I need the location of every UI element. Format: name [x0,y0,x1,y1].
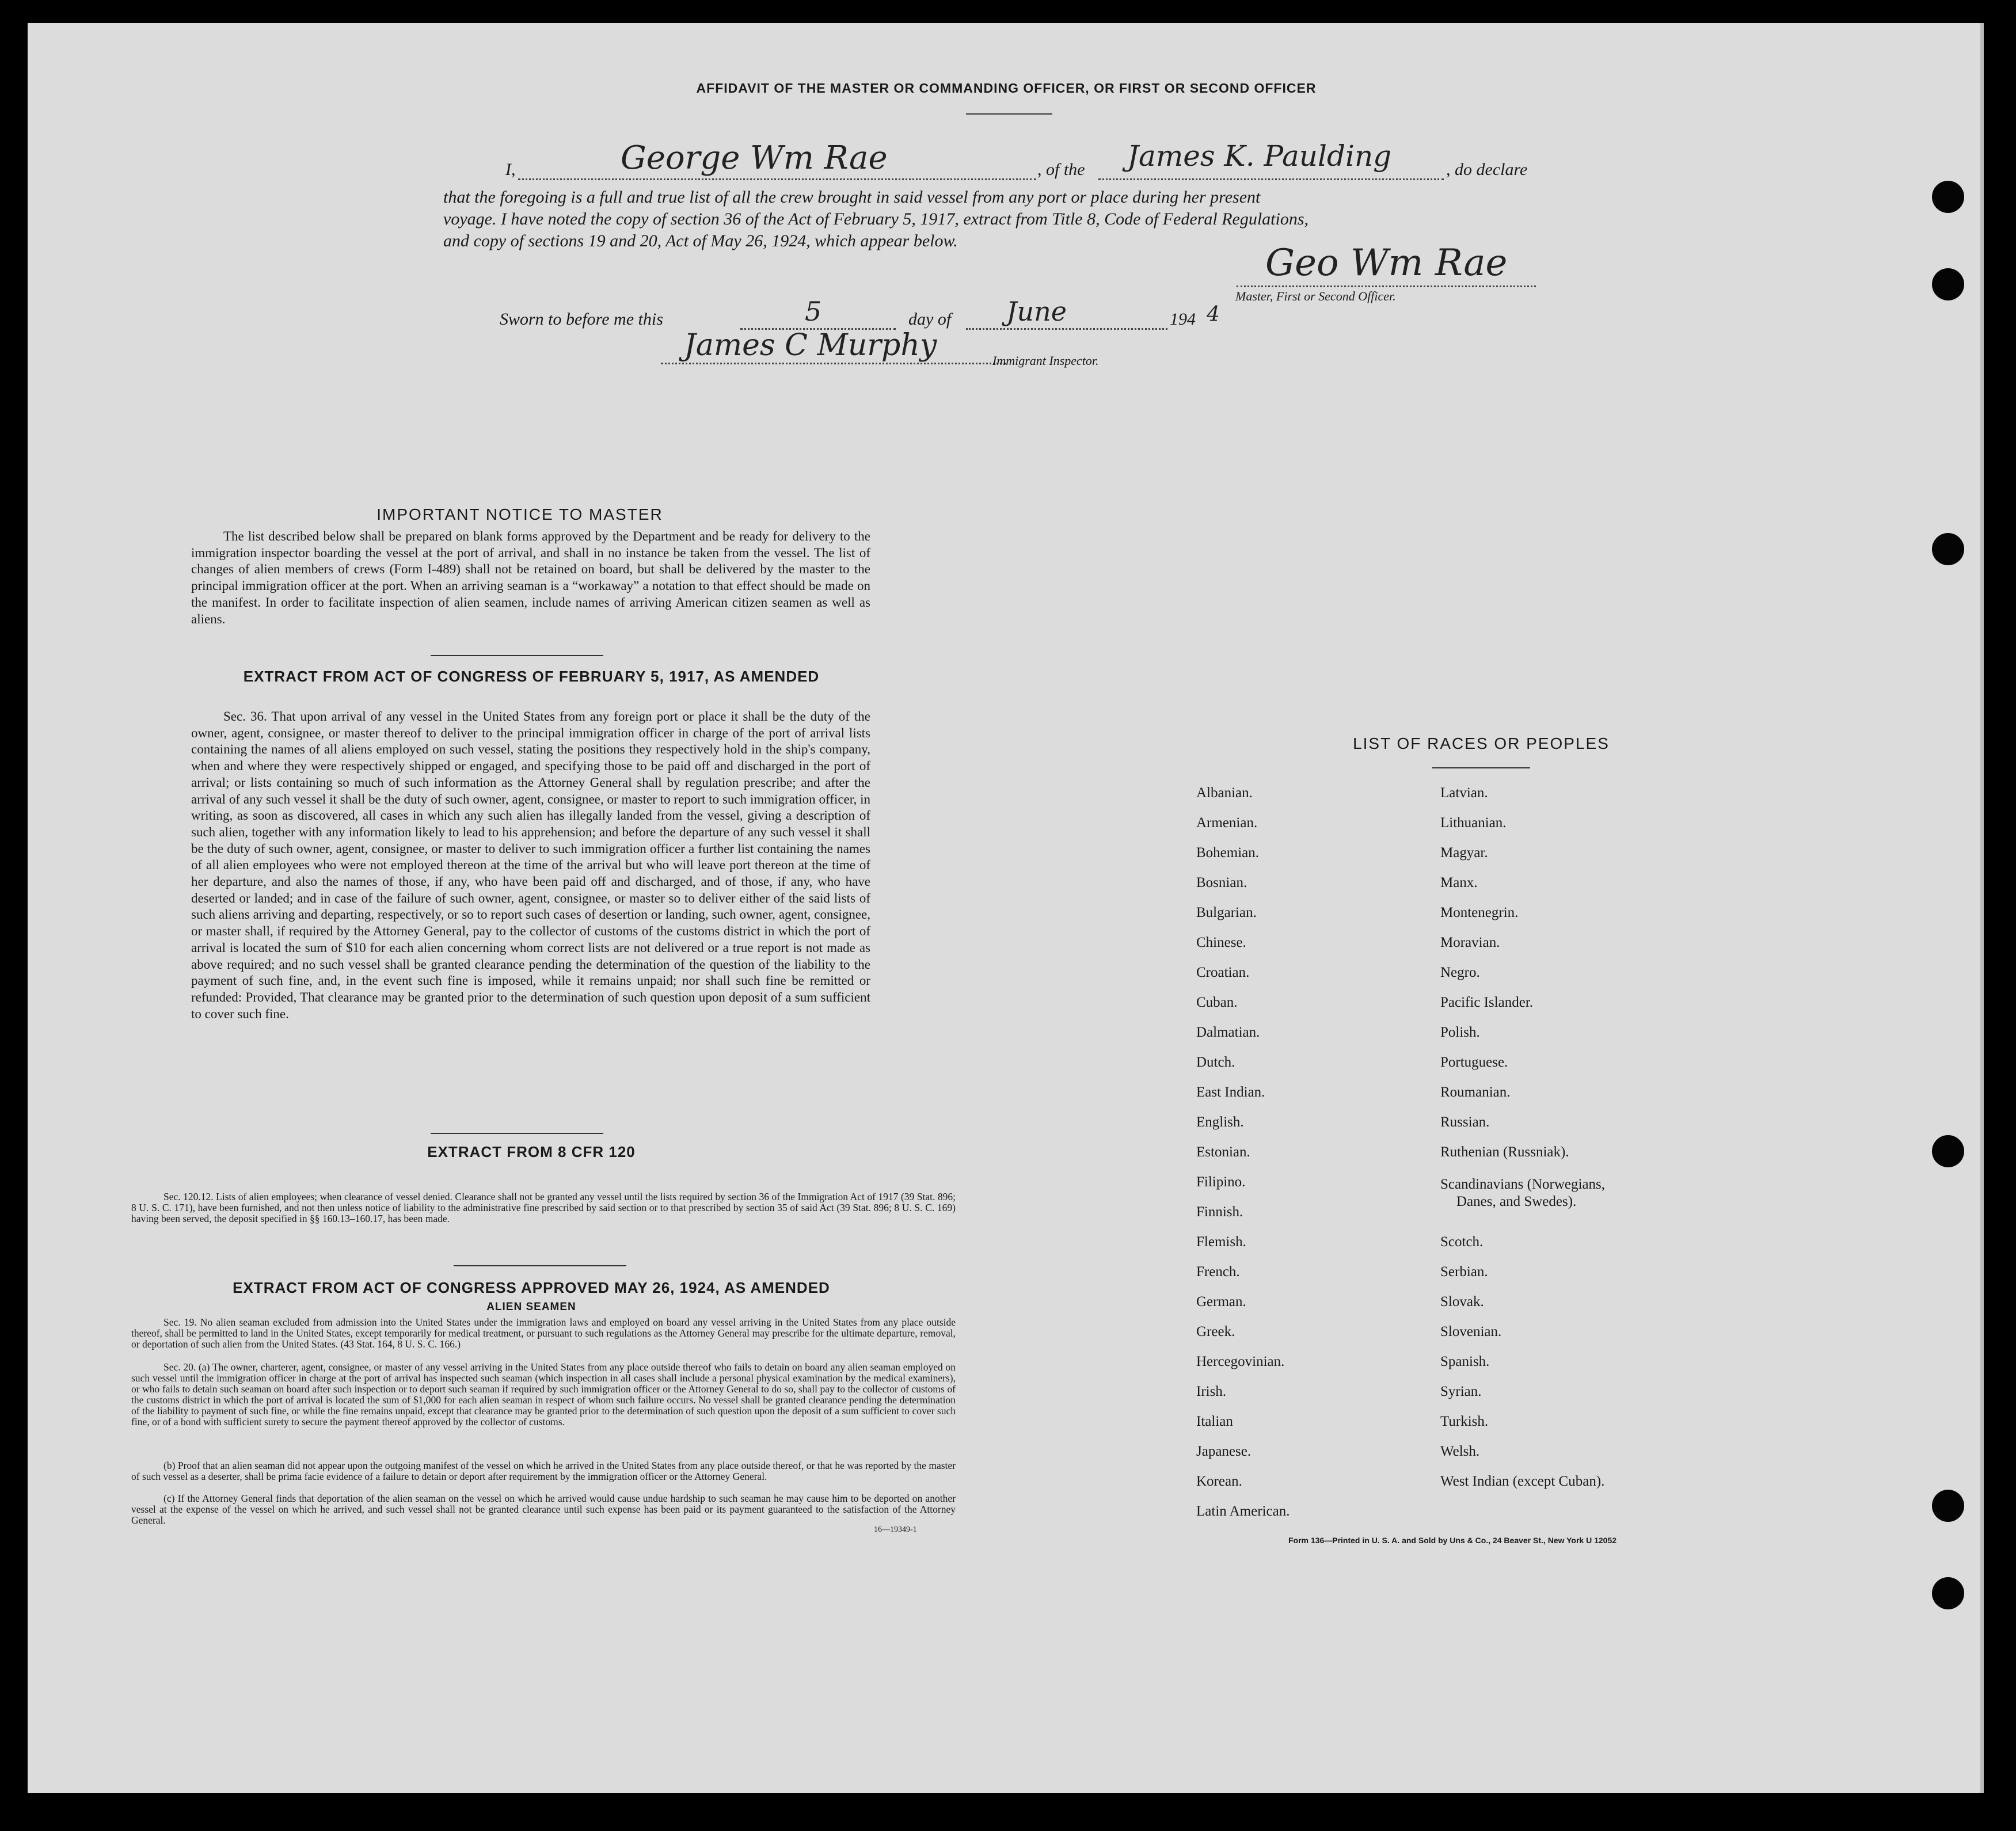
vessel-name-handwritten: James K. Paulding [1127,139,1392,173]
punch-hole [1932,268,1964,300]
form-footer: Form 136—Printed in U. S. A. and Sold by Uns & Co., 24 Beaver St., New York U 12052 [1288,1536,1617,1545]
race-item: Portuguese. [1440,1055,1508,1070]
fill-line [1098,178,1444,180]
sworn-year-handwritten: 4 [1207,303,1220,326]
sworn-month-handwritten: June [1006,296,1067,327]
race-item: Dalmatian. [1196,1025,1260,1040]
extract-cfr-body: Sec. 120.12. Lists of alien employees; when clearance of vessel denied. Clearance shall not be granted any vessel until the lists required by section 36 of the Immigration Act of 1917 (39 Stat. 896; 8 U. S. C. 171), have been furnished, and not then unless notice of liability to the administrative fine prescribed by said section or to that prescribed by section 35 of said Act (39 Stat. 896; 8 U. S. C. 169) having been served, the deposit specified in §§ 160.13–160.17, has been made. [131,1191,956,1224]
race-item: Montenegrin. [1440,905,1519,920]
sworn-prefix: Sworn to before me this [500,310,663,329]
race-item: Ruthenian (Russniak). [1440,1144,1569,1160]
race-item: Syrian. [1440,1384,1482,1399]
sworn-day-handwritten: 5 [805,296,822,327]
race-item: Italian [1196,1414,1233,1429]
race-item: Chinese. [1196,935,1246,950]
inspector-line [661,363,1006,364]
races-title: LIST OF RACES OR PEOPLES [1353,734,1610,752]
divider [454,1265,626,1266]
punch-hole [1932,533,1964,565]
race-item: Dutch. [1196,1055,1235,1070]
extract-1924-sec20b: (b) Proof that an alien seaman did not appear upon the outgoing manifest of the vessel on which he arrived in the United States from any place outside thereof, or that he was reported by the master of such vessel as a deserter, shall be prima facie evidence of a failure to detain or deport after requirement by the immigration officer or the Attorney General. [131,1460,956,1482]
race-item: Polish. [1440,1025,1480,1040]
race-item: Latin American. [1196,1503,1290,1519]
divider [431,655,603,656]
race-item: Armenian. [1196,815,1258,831]
race-item: Negro. [1440,965,1480,980]
affidavit-i: I, [505,160,516,179]
race-item: Magyar. [1440,845,1488,861]
notice-body: The list described below shall be prepared on blank forms approved by the Department and be ready for delivery to the immigration inspector boarding the vessel at the port of arrival, and shall in no instance be taken from the vessel. The list of changes of alien members of crews (Form I-489) shall not be retained on board, but shall be delivered by the master to the principal immigration officer at the port. When an arriving seaman is a “workaway” a notation to that effect should be made on the manifest. In order to facilitate inspection of alien seamen, include names of arriving American citizen seamen as well as aliens. [191,529,870,626]
signature-line [1237,286,1536,287]
race-item: Pacific Islander. [1440,995,1534,1010]
race-item: Bosnian. [1196,875,1247,890]
race-item: Scandinavians (Norwegians, [1440,1177,1606,1192]
race-item: Cuban. [1196,995,1238,1010]
affidavit-line-2: that the foregoing is a full and true list of all the crew brought in said vessel from any port or place during her present [443,188,1261,207]
affidavit-do-declare: , do declare [1446,160,1528,179]
signature-caption: Master, First or Second Officer. [1235,289,1396,303]
race-item: Lithuanian. [1440,815,1507,831]
fill-line [966,328,1167,330]
extract-1924-sec19: Sec. 19. No alien seaman excluded from admission into the United States under the immigration laws and employed on board any vessel arriving in the United States from any place outside thereof, shall be permitted to land in the United States, except temporarily for medical treatment, or pursuant to such regulations as the Attorney General may prescribe for the ultimate departure, removal, or deportation of such alien from the United States. (43 Stat. 164, 8 U. S. C. 166.) [131,1316,956,1350]
race-item: Turkish. [1440,1414,1489,1429]
fill-line [518,178,1036,180]
notice-title: IMPORTANT NOTICE TO MASTER [376,505,663,523]
extract-1917-body: Sec. 36. That upon arrival of any vessel in the United States from any foreign port or place it shall be the duty of the owner, agent, consignee, or master thereof to deliver to the principal immigration officer in charge of the port of arrival lists containing the names of all aliens employed on such vessel, stating the positions they respectively hold in the ship's company, when and where they were respectively shipped or engaged, and specifying those to be paid off and discharged in the port of arrival; or lists containing so much of such information as the Attorney General shall by regulation prescribe; and after the arrival of any such vessel it shall be the duty of such owner, agent, consignee, or master to report to such immigration officer, in writing, as soon as discovered, all cases in which any such alien has illegally landed from the vessel, giving a description of such alien, together with any information likely to lead to his apprehension; and before the departure of any such vessel it shall be the duty of such owner, agent, consignee, or master to deliver to such immigration officer a further list containing the names of all alien employees who were not employed thereon at the time of the arrival but who will leave port thereon at the time of her departure, and also the names of those, if any, who have been paid off and discharged, and of those, if any, who have deserted or landed; and in case of the failure of such owner, agent, consignee, or master so to deliver either of the said lists of such aliens arriving and departing, respectively, or so to report such cases of desertion or landing, such owner, agent, consignee, or master shall, if required by the Attorney General, pay to the collector of customs of the customs district in which the port of arrival is located the sum of $10 for each alien concerning whom correct lists are not delivered or a true report is not made as above required; and no such vessel shall be granted clearance pending the determination of the question of the liability to the payment of such fine, and, in the event such fine is imposed, while it remains unpaid; nor shall such fine be remitted or refunded: Provided, That clearance may be granted prior to the determination of such question upon deposit of a sum sufficient to cover such fine. [191,709,870,1021]
race-item: Scotch. [1440,1234,1484,1250]
race-item: German. [1196,1294,1246,1310]
master-signature: Geo Wm Rae [1265,242,1508,284]
divider [431,1133,603,1134]
extract-1924-sec20c: (c) If the Attorney General finds that deportation of the alien seaman on the vessel on which he arrived would cause undue hardship to such seaman he may cause him to be deported on another vessel at the expense of the vessel on which he arrived, and such vessel shall not be granted clearance until such expense has been paid or its payment guaranteed to the satisfaction of the Attorney General. [131,1493,956,1526]
race-item: Danes, and Swedes). [1456,1194,1577,1209]
race-item: Hercegovinian. [1196,1354,1285,1369]
document-page [28,23,1984,1793]
race-item: French. [1196,1264,1240,1280]
race-item: Bohemian. [1196,845,1260,861]
race-item: Bulgarian. [1196,905,1257,920]
race-item: Welsh. [1440,1444,1480,1459]
race-item: Flemish. [1196,1234,1246,1250]
inspector-caption: Immigrant Inspector. [992,353,1099,368]
race-item: Serbian. [1440,1264,1488,1280]
race-item: Spanish. [1440,1354,1490,1369]
race-item: Filipino. [1196,1174,1246,1190]
affidavit-line-3: voyage. I have noted the copy of section 36 of the Act of February 5, 1917, extract from Title 8, Code of Federal Regulations, [443,210,1309,229]
divider [966,113,1052,115]
extract-1924-subtitle: ALIEN SEAMEN [486,1301,576,1313]
affidavit-line-1 [505,139,1559,184]
race-item: Albanian. [1196,785,1253,801]
race-item: Russian. [1440,1114,1490,1130]
race-item: West Indian (except Cuban). [1440,1474,1605,1489]
punch-hole [1932,1490,1964,1522]
affidavit-title: AFFIDAVIT OF THE MASTER OR COMMANDING OFFICER, OR FIRST OR SECOND OFFICER [696,81,1317,96]
race-item: Moravian. [1440,935,1500,950]
race-item: Finnish. [1196,1204,1243,1220]
sworn-day-of: day of [908,310,952,329]
punch-hole [1932,181,1964,213]
sworn-year-printed: 194 [1170,310,1196,329]
race-item: Slovak. [1440,1294,1484,1310]
divider [1432,767,1530,768]
race-item: Roumanian. [1440,1084,1511,1100]
race-item: Croatian. [1196,965,1250,980]
affidavit-line-4: and copy of sections 19 and 20, Act of May 26, 1924, which appear below. [443,231,958,250]
extract-1924-title: EXTRACT FROM ACT OF CONGRESS APPROVED MAY 26, 1924, AS AMENDED [233,1279,830,1296]
inspector-signature: James C Murphy [684,328,937,363]
extract-cfr-title: EXTRACT FROM 8 CFR 120 [427,1143,636,1160]
race-item: Japanese. [1196,1444,1252,1459]
race-item: Latvian. [1440,785,1488,801]
extract-1917-title: EXTRACT FROM ACT OF CONGRESS OF FEBRUARY 5, 1917, AS AMENDED [243,668,820,685]
affidavit-of-the: , of the [1037,160,1085,179]
punch-hole [1932,1135,1964,1167]
form-code: 16—19349-1 [874,1525,917,1534]
race-item: Manx. [1440,875,1478,890]
race-item: East Indian. [1196,1084,1265,1100]
race-item: Slovenian. [1440,1324,1502,1339]
extract-1924-sec20a: Sec. 20. (a) The owner, charterer, agent, consignee, or master of any vessel arriving in the United States from any place outside thereof who fails to detain on board any alien seaman employed on such vessel until the immigration officer in charge at the port of arrival has inspected such seaman (which inspection in all cases shall include a personal physical examination by the medical examiners), or who fails to detain such seaman on board after such inspection or to deport such seaman if required by such immigration officer or the Attorney General to do so, shall pay to the collector of customs of the customs district in which the port of arrival is located the sum of $1,000 for each alien seaman in respect of whom such failure occurs. No vessel shall be granted clearance pending the determination of the liability to payment of such fine, or while the fine remains unpaid, except that clearance may be granted prior to the determination of such question upon the deposit of a sum sufficient to cover such fine, or of a bond with sufficient surety to secure the payment thereof approved by the collector of customs. [131,1361,956,1428]
punch-hole [1932,1577,1964,1609]
master-name-handwritten: George Wm Rae [621,139,888,177]
race-item: Korean. [1196,1474,1242,1489]
race-item: Greek. [1196,1324,1235,1339]
race-item: Estonian. [1196,1144,1250,1160]
race-item: English. [1196,1114,1244,1130]
race-item: Irish. [1196,1384,1227,1399]
